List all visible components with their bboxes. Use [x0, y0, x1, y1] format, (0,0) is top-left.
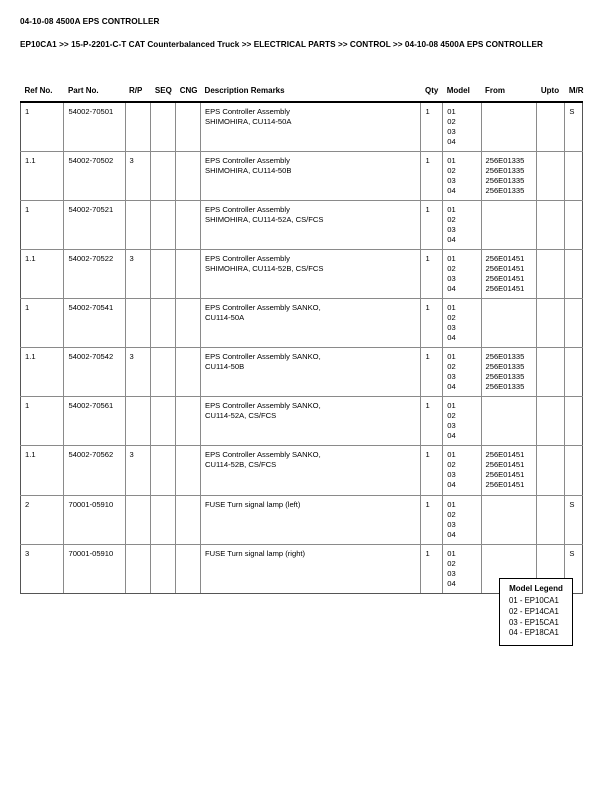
cell-upto — [537, 250, 565, 299]
description-line: EPS Controller Assembly SANKO, — [205, 401, 321, 411]
cell-model — [443, 299, 481, 348]
model-code: 03 — [447, 323, 456, 333]
from-serial — [486, 323, 533, 333]
parts-table-head — [21, 86, 583, 102]
from-serial: 256E01335 — [485, 352, 525, 362]
table-row[interactable] — [21, 299, 583, 348]
column-header-qty: Qty — [424, 86, 439, 95]
cell-qty: 1 — [421, 201, 443, 250]
cell-cng — [176, 544, 201, 593]
model-code: 04 — [447, 480, 456, 490]
cell-from — [481, 446, 537, 495]
column-header-description-remarks: Description Remarks — [204, 86, 285, 95]
model-code: 02 — [447, 313, 456, 323]
cell-part-no: 54002-70501 — [64, 102, 125, 152]
cell-from — [481, 397, 537, 446]
from-serial: 256E01451 — [485, 284, 525, 294]
model-code: 02 — [447, 509, 456, 519]
cell-seq — [151, 544, 176, 593]
model-code: 01 — [447, 499, 456, 509]
cell-ref-no: 1.1 — [21, 152, 64, 201]
breadcrumb: EP10CA1 >> 15-P-2201-C-T CAT Counterbalanced Truck >> ELECTRICAL PARTS >> CONTROL >> 04-10-08 4500A EPS CONTROLLER — [20, 40, 544, 49]
model-code: 03 — [447, 372, 456, 382]
column-header-model: Model — [446, 86, 470, 95]
cell-cng — [176, 152, 201, 201]
cell-mr — [565, 299, 583, 348]
cell-ref-no: 1 — [21, 201, 64, 250]
model-code: 02 — [447, 264, 456, 274]
column-header-seq: SEQ — [154, 86, 172, 95]
from-serial: 256E01451 — [485, 460, 525, 470]
from-serial: 256E01335 — [485, 166, 525, 176]
description-line: SHIMOHIRA, CU114-52B, CS/FCS — [205, 264, 324, 274]
cell-rp — [125, 495, 151, 544]
from-serial — [486, 500, 533, 510]
cell-from — [481, 495, 537, 544]
cell-seq — [151, 299, 176, 348]
parts-table-header-row — [21, 86, 583, 102]
table-row[interactable] — [21, 397, 583, 446]
column-header-upto: Upto — [540, 86, 560, 95]
cell-upto — [537, 495, 565, 544]
model-code: 01 — [447, 205, 456, 215]
cell-part-no: 54002-70562 — [64, 446, 125, 495]
cell-cng — [176, 397, 201, 446]
from-serial — [486, 549, 533, 559]
cell-rp: 3 — [125, 250, 151, 299]
cell-upto — [537, 446, 565, 495]
cell-ref-no: 1 — [21, 397, 64, 446]
description-line: CU114-50B — [205, 362, 245, 372]
cell-description-remarks — [201, 152, 421, 201]
cell-upto — [537, 299, 565, 348]
model-code: 04 — [447, 382, 456, 392]
model-code: 02 — [447, 215, 456, 225]
model-code: 03 — [447, 568, 456, 578]
from-serial: 256E01335 — [485, 362, 525, 372]
column-header-ref-no: Ref No. — [24, 86, 53, 95]
cell-part-no: 54002-70521 — [64, 201, 125, 250]
model-code: 01 — [447, 107, 456, 116]
model-code: 04 — [447, 431, 456, 441]
from-serial: 256E01451 — [485, 480, 525, 490]
model-code: 01 — [447, 254, 456, 264]
cell-part-no: 54002-70542 — [64, 348, 125, 397]
cell-upto — [537, 152, 565, 201]
from-serial — [486, 401, 533, 411]
from-serial — [486, 530, 533, 540]
cell-ref-no: 1 — [21, 299, 64, 348]
cell-upto — [537, 348, 565, 397]
description-line: EPS Controller Assembly — [205, 107, 290, 116]
cell-cng — [176, 446, 201, 495]
from-serial — [486, 215, 533, 225]
cell-mr — [565, 446, 583, 495]
cell-model — [443, 250, 481, 299]
model-code: 04 — [447, 529, 456, 539]
cell-qty: 1 — [421, 446, 443, 495]
column-header-cng: CNG — [179, 86, 198, 95]
cell-description-remarks — [201, 446, 421, 495]
column-header-mr: M/R — [568, 86, 584, 95]
cell-seq — [151, 250, 176, 299]
cell-model — [443, 446, 481, 495]
cell-mr — [565, 397, 583, 446]
cell-rp — [125, 299, 151, 348]
cell-mr — [565, 152, 583, 201]
cell-upto — [537, 201, 565, 250]
model-code: 01 — [447, 156, 456, 166]
cell-mr: S — [565, 495, 583, 544]
table-row[interactable] — [21, 495, 583, 544]
parts-table-body — [21, 102, 583, 593]
from-serial — [486, 559, 533, 569]
cell-description-remarks — [201, 201, 421, 250]
cell-rp — [125, 102, 151, 152]
from-serial — [486, 333, 533, 343]
model-code: 02 — [447, 117, 456, 127]
description-line: EPS Controller Assembly — [205, 254, 290, 264]
model-legend-item: 03 - EP15CA1 — [509, 617, 559, 627]
cell-ref-no: 1.1 — [21, 446, 64, 495]
cell-cng — [176, 495, 201, 544]
model-legend — [499, 578, 573, 646]
model-code: 03 — [447, 421, 456, 431]
model-code: 01 — [447, 401, 456, 411]
cell-part-no: 54002-70561 — [64, 397, 125, 446]
cell-description-remarks — [201, 250, 421, 299]
model-code: 02 — [447, 411, 456, 421]
from-serial — [486, 235, 533, 245]
model-code: 01 — [447, 548, 456, 558]
parts-table — [20, 86, 583, 594]
parts-table-container — [20, 86, 583, 594]
description-line: EPS Controller Assembly SANKO, — [205, 450, 321, 460]
cell-part-no: 54002-70541 — [64, 299, 125, 348]
description-line: SHIMOHIRA, CU114-52A, CS/FCS — [205, 215, 324, 225]
cell-part-no: 54002-70502 — [64, 152, 125, 201]
cell-ref-no: 3 — [21, 544, 64, 593]
cell-qty: 1 — [421, 102, 443, 152]
cell-description-remarks — [201, 544, 421, 593]
description-line: EPS Controller Assembly — [205, 156, 290, 166]
cell-rp — [125, 201, 151, 250]
cell-model — [443, 495, 481, 544]
cell-from — [481, 152, 537, 201]
model-code: 03 — [447, 470, 456, 480]
cell-mr — [565, 348, 583, 397]
cell-qty: 1 — [421, 299, 443, 348]
table-row[interactable] — [21, 348, 583, 397]
from-serial: 256E01335 — [485, 372, 525, 382]
model-code: 04 — [447, 235, 456, 245]
model-code: 01 — [447, 352, 456, 362]
from-serial: 256E01335 — [485, 382, 525, 392]
cell-qty: 1 — [421, 348, 443, 397]
from-serial — [486, 431, 533, 441]
description-line: CU114-52B, CS/FCS — [205, 460, 277, 470]
from-serial: 256E01451 — [485, 264, 525, 274]
description-line: SHIMOHIRA, CU114-50A — [205, 117, 292, 127]
cell-qty: 1 — [421, 495, 443, 544]
description-line: EPS Controller Assembly SANKO, — [205, 303, 321, 313]
model-legend-title: Model Legend — [509, 584, 563, 593]
from-serial — [486, 421, 533, 431]
column-header-rp: R/P — [129, 86, 143, 95]
cell-rp: 3 — [125, 446, 151, 495]
model-code: 02 — [447, 362, 456, 372]
model-legend-item: 01 - EP10CA1 — [509, 596, 559, 605]
from-serial: 256E01451 — [485, 254, 525, 264]
cell-model — [443, 152, 481, 201]
cell-rp: 3 — [125, 152, 151, 201]
cell-qty: 1 — [421, 397, 443, 446]
model-code: 04 — [447, 333, 456, 343]
table-row[interactable] — [21, 102, 583, 152]
from-serial — [486, 117, 533, 127]
from-serial — [486, 205, 533, 215]
table-row[interactable] — [21, 446, 583, 495]
description-line: SHIMOHIRA, CU114-50B — [205, 166, 292, 176]
cell-ref-no: 1.1 — [21, 250, 64, 299]
cell-from — [481, 102, 537, 152]
from-serial — [486, 510, 533, 520]
from-serial: 256E01335 — [485, 186, 525, 196]
cell-rp: 3 — [125, 348, 151, 397]
table-row[interactable] — [21, 250, 583, 299]
from-serial: 256E01451 — [485, 470, 525, 480]
cell-cng — [176, 299, 201, 348]
model-code: 04 — [447, 186, 456, 196]
from-serial — [486, 107, 533, 117]
cell-seq — [151, 102, 176, 152]
cell-description-remarks — [201, 397, 421, 446]
cell-qty: 1 — [421, 250, 443, 299]
model-code: 02 — [447, 460, 456, 470]
model-code: 04 — [447, 284, 456, 294]
from-serial — [486, 127, 533, 137]
cell-mr — [565, 201, 583, 250]
from-serial — [486, 313, 533, 323]
cell-rp — [125, 397, 151, 446]
cell-model — [443, 544, 481, 593]
from-serial: 256E01335 — [485, 156, 525, 166]
from-serial — [486, 225, 533, 235]
description-line: EPS Controller Assembly SANKO, — [205, 352, 321, 362]
cell-from — [481, 250, 537, 299]
model-code: 02 — [447, 166, 456, 176]
cell-description-remarks — [201, 348, 421, 397]
description-line: CU114-50A — [205, 313, 245, 323]
cell-ref-no: 1.1 — [21, 348, 64, 397]
cell-description-remarks — [201, 299, 421, 348]
cell-model — [443, 102, 481, 152]
cell-cng — [176, 102, 201, 152]
model-code: 01 — [447, 303, 456, 313]
cell-ref-no: 1 — [21, 102, 64, 152]
cell-cng — [176, 250, 201, 299]
cell-description-remarks — [201, 495, 421, 544]
from-serial — [486, 520, 533, 530]
model-legend-item: 02 - EP14CA1 — [509, 606, 559, 616]
cell-qty: 1 — [421, 544, 443, 593]
description-line: FUSE Turn signal lamp (left) — [205, 499, 301, 509]
cell-qty: 1 — [421, 152, 443, 201]
model-code: 03 — [447, 225, 456, 235]
cell-from — [481, 299, 537, 348]
model-code: 03 — [447, 127, 456, 137]
cell-seq — [151, 446, 176, 495]
model-legend-item: 04 - EP18CA1 — [509, 628, 559, 638]
cell-part-no: 54002-70522 — [64, 250, 125, 299]
cell-cng — [176, 348, 201, 397]
cell-model — [443, 201, 481, 250]
from-serial — [486, 303, 533, 313]
model-code: 01 — [447, 450, 456, 460]
table-row[interactable] — [21, 152, 583, 201]
cell-description-remarks — [201, 102, 421, 152]
column-header-part-no: Part No. — [67, 86, 99, 95]
model-code: 03 — [447, 519, 456, 529]
cell-model — [443, 348, 481, 397]
cell-ref-no: 2 — [21, 495, 64, 544]
from-serial — [486, 137, 533, 147]
description-line: FUSE Turn signal lamp (right) — [205, 548, 306, 558]
table-row[interactable] — [21, 201, 583, 250]
description-line: EPS Controller Assembly — [205, 205, 290, 215]
cell-upto — [537, 397, 565, 446]
cell-seq — [151, 348, 176, 397]
from-serial: 256E01451 — [485, 274, 525, 284]
cell-rp — [125, 544, 151, 593]
cell-part-no: 70001-05910 — [64, 544, 125, 593]
cell-mr: S — [565, 102, 583, 152]
cell-model — [443, 397, 481, 446]
model-code: 03 — [447, 274, 456, 284]
cell-upto — [537, 102, 565, 152]
cell-seq — [151, 397, 176, 446]
from-serial: 256E01335 — [485, 176, 525, 186]
model-code: 03 — [447, 176, 456, 186]
cell-seq — [151, 201, 176, 250]
cell-seq — [151, 152, 176, 201]
description-line: CU114-52A, CS/FCS — [205, 411, 277, 421]
cell-from — [481, 348, 537, 397]
cell-cng — [176, 201, 201, 250]
cell-seq — [151, 495, 176, 544]
model-code: 04 — [447, 578, 456, 588]
model-code: 02 — [447, 558, 456, 568]
document-title: 04-10-08 4500A EPS CONTROLLER — [20, 17, 160, 26]
from-serial: 256E01451 — [485, 450, 525, 460]
from-serial — [486, 411, 533, 421]
cell-from — [481, 201, 537, 250]
cell-mr: S — [565, 544, 583, 593]
column-header-from: From — [485, 86, 505, 95]
model-code: 04 — [447, 137, 456, 147]
cell-part-no: 70001-05910 — [64, 495, 125, 544]
cell-mr — [565, 250, 583, 299]
